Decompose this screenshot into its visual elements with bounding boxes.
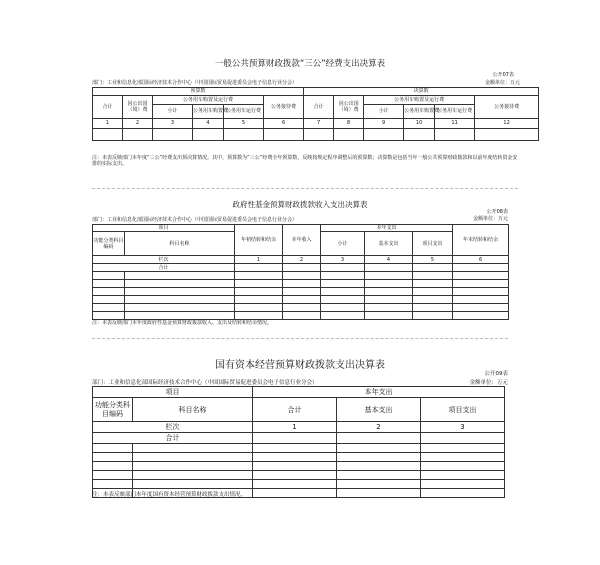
col-number: 2 (337, 422, 421, 433)
budget-reception-header: 公务接待费 (264, 96, 304, 119)
func-code-header: 功能分类科目编码 (93, 232, 125, 256)
final-purchase-header: 公务用车购置费 (404, 105, 435, 119)
empty-row (93, 312, 509, 320)
data-cell (421, 433, 505, 444)
final-group-header: 决算数 (304, 88, 539, 96)
budget-abroad-header: 因公出国（境）费 (123, 96, 153, 119)
item-header: 项目 (93, 225, 235, 232)
item-header: 项目 (93, 387, 253, 398)
data-cell (413, 264, 453, 272)
col-number: 3 (321, 256, 365, 264)
income-header: 本年收入 (283, 225, 321, 256)
table2-dept: 部门：工业和信息化部国际经济技术合作中心（中国国际贸易促进委员会电子信息行业分会） (92, 217, 298, 223)
empty-row (93, 288, 509, 296)
table3-title: 国有资本经营预算财政拨款支出决算表 (215, 360, 385, 371)
empty-row (93, 272, 509, 280)
data-cell (365, 264, 413, 272)
budget-group-header: 预算数 (93, 88, 304, 96)
data-cell (123, 129, 153, 141)
data-cell (475, 129, 539, 141)
table2-unit: 金额单位：万元 (472, 216, 508, 222)
final-vehicle-group-header: 公务用车购置及运行费 (364, 96, 475, 105)
col-number: 10 (404, 119, 435, 129)
empty-row (93, 462, 505, 471)
data-cell (93, 129, 123, 141)
table2-title: 政府性基金预算财政拨款收入支出决算表 (232, 200, 368, 209)
section-divider (92, 188, 518, 189)
table1-note: 注：本表反映部门本年度“三公”经费支出预决算情况。其中，预算数为“三公”经费全年预算数，反映按规定程序调整后的预算数；决算数是包括当年一般公共预算财政拨款和以前年度结转资金安排的实际支出。 (92, 155, 518, 168)
total-row-label: 合计 (93, 433, 253, 444)
project-expense-header: 项目支出 (421, 398, 505, 422)
empty-row (93, 304, 509, 312)
end-balance-header: 年末结转和结余 (453, 225, 509, 256)
data-cell (364, 129, 404, 141)
data-cell (334, 129, 364, 141)
col-number: 3 (421, 422, 505, 433)
table2-note: 注：本表反映部门本年度政府性基金预算财政拨款收入、支出及结转和结余情况。 (92, 320, 273, 326)
data-cell (404, 129, 435, 141)
subject-name-header: 科目名称 (125, 232, 235, 256)
data-cell (435, 129, 475, 141)
table2 (92, 224, 509, 320)
final-operation-header: 公务用车运行费 (435, 105, 475, 119)
col-number: 5 (224, 119, 264, 129)
col-number: 9 (364, 119, 404, 129)
col-number: 6 (453, 256, 509, 264)
data-cell (193, 129, 224, 141)
budget-total-header: 合计 (93, 96, 123, 119)
col-number: 1 (253, 422, 337, 433)
table3-code: 公开09表 (484, 371, 508, 377)
col-number: 4 (365, 256, 413, 264)
col-number: 4 (193, 119, 224, 129)
budget-vehicle-group-header: 公务用车购置及运行费 (153, 96, 264, 105)
table1-title: 一般公共预算财政拨款“三公”经费支出决算表 (214, 59, 386, 69)
budget-operation-header: 公务用车运行费 (224, 105, 264, 119)
data-cell (235, 264, 283, 272)
begin-balance-header: 年初结转和结余 (235, 225, 283, 256)
project-expense-header: 项目支出 (413, 232, 453, 256)
total-header: 合计 (253, 398, 337, 422)
table3 (92, 386, 505, 498)
empty-row (93, 471, 505, 480)
col-number: 1 (235, 256, 283, 264)
data-cell (304, 129, 334, 141)
data-cell (453, 264, 509, 272)
table3-unit: 金额单位：万元 (469, 380, 508, 386)
empty-row (93, 296, 509, 304)
col-number: 8 (334, 119, 364, 129)
empty-row (93, 480, 505, 489)
data-cell (224, 129, 264, 141)
subtotal-header: 小计 (321, 232, 365, 256)
col-number: 11 (435, 119, 475, 129)
final-subtotal-header: 小计 (364, 105, 404, 119)
basic-expense-header: 基本支出 (337, 398, 421, 422)
data-cell (337, 433, 421, 444)
table2-code: 公开08表 (486, 209, 508, 215)
final-abroad-header: 因公出国（境）费 (334, 96, 364, 119)
col-number: 2 (283, 256, 321, 264)
budget-subtotal-header: 小计 (153, 105, 193, 119)
table3-dept: 部门：工业和信息化部国际经济技术合作中心（中国国际贸易促进委员会电子信息行业分会） (92, 380, 318, 386)
section-divider (92, 338, 508, 339)
budget-purchase-header: 公务用车购置费 (193, 105, 224, 119)
table1 (92, 87, 539, 141)
func-code-header: 功能分类科目编码 (93, 398, 133, 422)
col-number: 5 (413, 256, 453, 264)
final-reception-header: 公务接待费 (475, 96, 539, 119)
col-number: 3 (153, 119, 193, 129)
table1-dept: 部门：工业和信息化部国际经济技术合作中心（中国国际贸易促进委员会电子信息行业分会） (92, 80, 298, 86)
col-number: 12 (475, 119, 539, 129)
col-number: 1 (93, 119, 123, 129)
empty-row (93, 280, 509, 288)
data-cell (153, 129, 193, 141)
table3-note: 注：本表反映部门本年度国有资本经营预算财政拨款支出情况。 (92, 492, 247, 498)
col-number: 7 (304, 119, 334, 129)
col-number: 6 (264, 119, 304, 129)
total-row-label: 合计 (93, 264, 235, 272)
row-label: 栏次 (93, 256, 235, 264)
data-cell (264, 129, 304, 141)
table1-code: 公开07表 (492, 72, 514, 78)
empty-row (93, 453, 505, 462)
row-label: 栏次 (93, 422, 253, 433)
expense-group-header: 本年支出 (321, 225, 453, 232)
expense-group-header: 本年支出 (253, 387, 505, 398)
col-number: 2 (123, 119, 153, 129)
empty-row (93, 444, 505, 453)
data-cell (321, 264, 365, 272)
data-cell (283, 264, 321, 272)
basic-expense-header: 基本支出 (365, 232, 413, 256)
data-cell (253, 433, 337, 444)
table1-unit: 金额单位：万元 (484, 80, 520, 86)
final-total-header: 合计 (304, 96, 334, 119)
subject-name-header: 科目名称 (133, 398, 253, 422)
